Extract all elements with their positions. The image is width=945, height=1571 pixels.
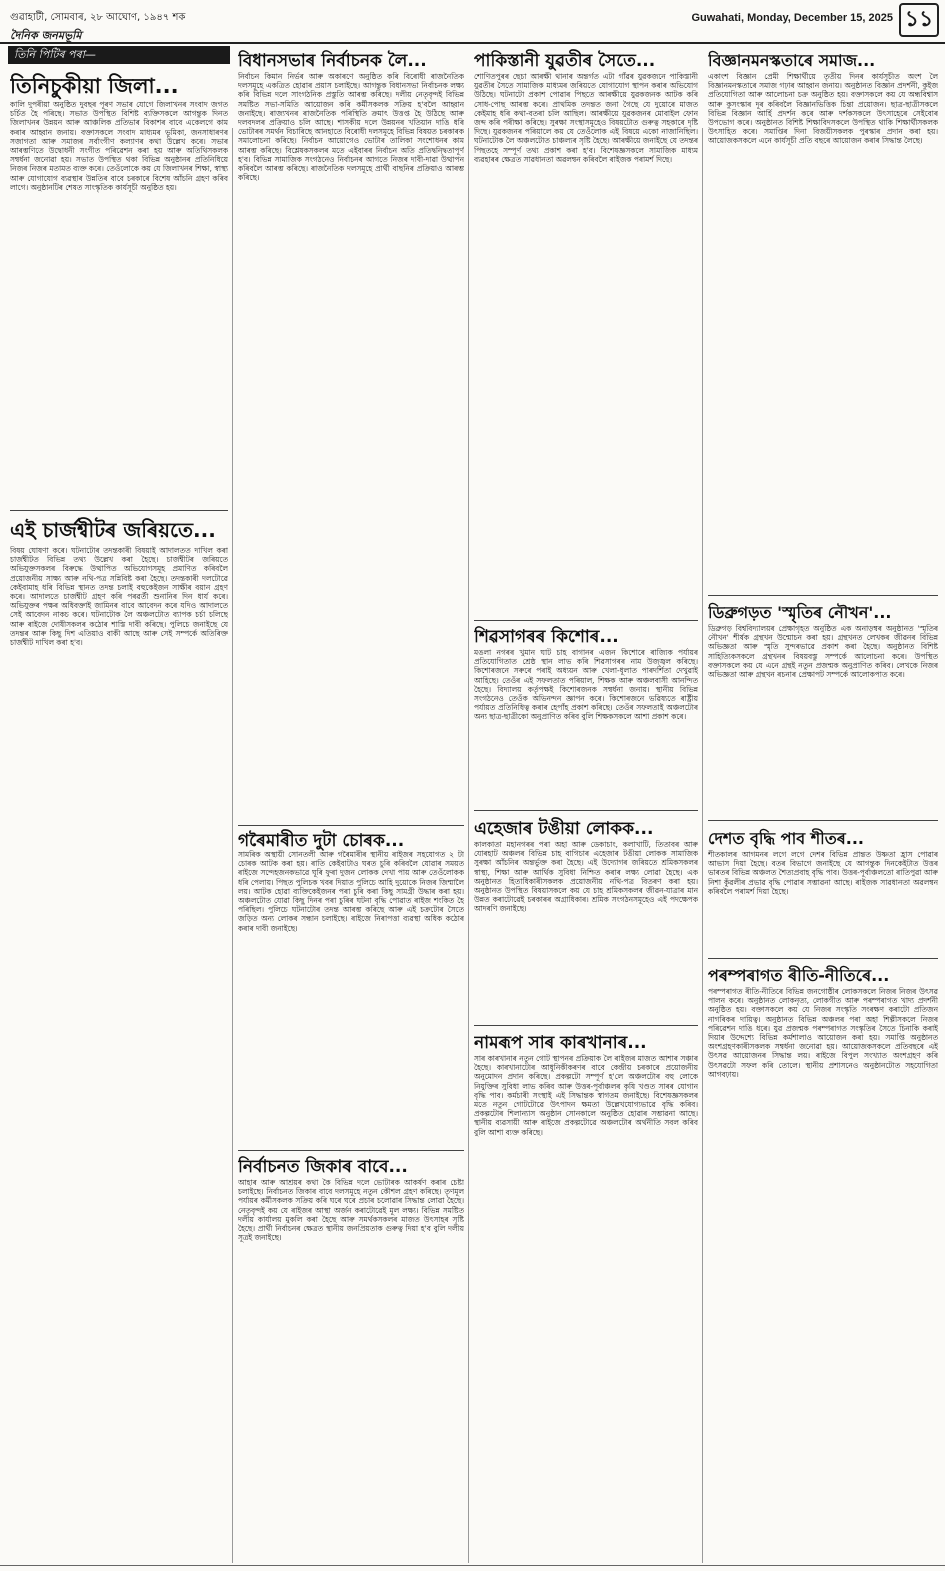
column-divider xyxy=(468,128,469,1563)
article-body: সামৰিক অস্থায়ী সোনতলী আৰু গৰৈমাৰীৰ স্থানীয় ৰাইজৰ সহযোগত ২ টা চোৰক আটক কৰা হয়। ৰাতি কেইবাটাও ঘৰত চুৰি কৰিবলৈ যোৱাৰ সময়ত ৰাইজে সন্দেহজনকভাৱে ঘূৰি ফুৰা দুজন লোকক দেখা পায় আৰু তেওঁলোকক ধৰি পেলায়। পিছত পুলিচক খবৰ দিয়াত পুলিচে আহি দুয়োকে নিজৰ জিম্মালৈ লয়। আটক হোৱা ব্যক্তিকেইজনৰ পৰা চুৰি কৰা কিছু সামগ্ৰী উদ্ধাৰ কৰা হয়। অঞ্চলটোত যোৱা কিছু দিনৰ পৰা চুৰিৰ ঘটনা বৃদ্ধি পোৱাত ৰাইজ শংকিত হৈ পৰিছিল। পুলিচে ঘটনাটোৰ তদন্ত আৰম্ভ কৰিছে আৰু এই চক্ৰটোৰ সৈতে জড়িত অন্য লোকৰ সন্ধান চলাইছে। ৰাইজে নিৰাপত্তা ব্যৱস্থা অধিক কঠোৰ কৰাৰ দাবী জনাইছে। xyxy=(238,850,464,933)
footer-rule xyxy=(0,1565,945,1566)
date-bengali: গুৱাহাটী, সোমবাৰ, ২৮ আঘোণ, ১৯৪৭ শক xyxy=(10,12,186,23)
article-body: কালকাতা মহানগৰৰ পৰা অহা আৰু ডেকাচাং, কলাখাটি, তিতাবৰ আৰু যোৰহাট অঞ্চলৰ বিভিন্ন চাহ বাগিচাৰ এহেজাৰ টঙীয়া লোকক সামাজিক সুৰক্ষা আঁচনিৰ অন্তৰ্ভুক্ত কৰা হৈছে। এই উদ্যোগৰ জৰিয়তে শ্ৰমিকসকলৰ স্বাস্থ্য, শিক্ষা আৰু আৰ্থিক সুবিধা নিশ্চিত কৰাৰ লক্ষ্য লোৱা হৈছে। এক অনুষ্ঠানত হিতাধিকাৰীসকলক প্ৰয়োজনীয় নথি-পত্ৰ বিতৰণ কৰা হয়। অনুষ্ঠানত উপস্থিত বিষয়াসকলে কয় যে চাহ শ্ৰমিকসকলৰ জীৱন-যাত্ৰাৰ মান উন্নত কৰাটোৱেই চৰকাৰৰ অগ্ৰাধিকাৰ। শ্ৰমিক সংগঠনসমূহেও এই পদক্ষেপক আদৰণি জনাইছে। xyxy=(474,840,698,914)
article-body: শোণিতপুৰৰ ছেচা আৰক্ষী থানাৰ অন্তৰ্গত এটা গাঁৱৰ যুৱকজনে পাকিস্তানী যুৱতীৰ সৈতে সামাজিক মাধ্যমৰ জৰিয়তে যোগাযোগ স্থাপন কৰাৰ অভিযোগ উঠিছে। ঘটনাটো প্ৰকাশ পোৱাৰ পিছতে আৰক্ষীয়ে যুৱকজনক আটক কৰি সোধ-পোছ আৰম্ভ কৰে। প্ৰাথমিক তদন্তত জনা গৈছে যে দুয়োৰে মাজত কেইমাহ ধৰি কথা-বতৰা চলি আছিল। আৰক্ষীয়ে যুৱকজনৰ মোবাইল ফোন জব্দ কৰি পৰীক্ষা কৰিছে। সুৰক্ষা সংস্থাসমূহেও বিষয়টোত গুৰুত্ব সহকাৰে দৃষ্টি দিছে। যুৱকজনৰ পৰিয়ালে কয় যে তেওঁলোক এই বিষয়ে একো নাজানিছিল। ঘটনাটোক লৈ অঞ্চলটোত চাঞ্চল্যৰ সৃষ্টি হৈছে। আৰক্ষীয়ে জনাইছে যে তদন্তৰ পিছতহে সম্পূৰ্ণ তথ্য প্ৰকাশ কৰা হ'ব। বিশেষজ্ঞসকলে সামাজিক মাধ্যম ব্যৱহাৰৰ ক্ষেত্ৰত সাৱধানতা অৱলম্বন কৰিবলৈ ৰাইজক পৰামৰ্শ দিছে। xyxy=(474,72,698,164)
article-headline: পাকিস্তানী যুৱতীৰ সৈতে... xyxy=(474,51,656,71)
article-headline: বিজ্ঞানমনস্কতাৰে সমাজ... xyxy=(708,51,876,70)
article-body: বিষয় ঘোষণা কৰে। ঘটনাটোৰ তদন্তকাৰী বিষয়াই আদালতত দাখিল কৰা চাৰ্জশ্বীটত বিভিন্ন তথ্য উল্লেখ কৰা হৈছে। চাৰ্জশ্বীটৰ জৰিয়তে অভিযুক্তসকলৰ বিৰুদ্ধে উত্থাপিত অভিযোগসমূহ প্ৰমাণিত কৰিবলৈ প্ৰয়োজনীয় সাক্ষ্য আৰু নথি-পত্ৰ সন্নিবিষ্ট কৰা হৈছে। তদন্তকাৰী দলটোৱে কেইবামাহ ধৰি বিভিন্ন স্থানত তদন্ত চলাই বহুকেইজন সাক্ষীৰ বয়ান গ্ৰহণ কৰে। আদালতে চাৰ্জশ্বীট গ্ৰহণ কৰি পৰৱৰ্তী শুনানিৰ দিন ধাৰ্য কৰে। অভিযুক্তৰ পক্ষৰ অধিবক্তাই জামিনৰ বাবে আবেদন কৰে যদিও আদালতে সেই আবেদন নাকচ কৰে। ঘটনাটোক লৈ অঞ্চলটোত ব্যাপক চৰ্চা চলিছে আৰু ৰাইজে দোষীসকলৰ কঠোৰ শাস্তি দাবী কৰিছে। পুলিচে জনাইছে যে তদন্তৰ আৰু কিছু দিশ এতিয়াও বাকী আছে আৰু সেই সম্পৰ্কে অতিৰিক্ত চাৰ্জশ্বীট দাখিল কৰা হ'ব। xyxy=(10,546,228,648)
article-body: মঙলা নগৰৰ খুমান ঘাট চাহ বাগানৰ এজন কিশোৰে ৰাজ্যিক পৰ্যায়ৰ প্ৰতিযোগিতাত শ্ৰেষ্ঠ স্থান লাভ কৰি শিৱসাগৰৰ নাম উজ্জ্বল কৰিছে। কিশোৰজনে সৰুৰে পৰাই অধ্যয়ন আৰু খেলা-ধূলাত পাৰদৰ্শিতা দেখুৱাই আহিছে। তেওঁৰ এই সফলতাত পৰিয়াল, শিক্ষক আৰু অঞ্চলবাসী আনন্দিত হৈছে। বিদ্যালয় কৰ্তৃপক্ষই কিশোৰজনক সম্বৰ্ধনা জনায়। স্থানীয় বিভিন্ন সংগঠনেও তেওঁক অভিনন্দন জ্ঞাপন কৰে। কিশোৰজনে ভৱিষ্যতে ৰাষ্ট্ৰীয় পৰ্যায়ত প্ৰতিনিধিত্ব কৰাৰ হেপাঁহ প্ৰকাশ কৰিছে। তেওঁৰ সফলতাই অঞ্চলটোৰ অন্য ছাত্ৰ-ছাত্ৰীকো অনুপ্ৰাণিত কৰিব বুলি শিক্ষকসকলে আশা প্ৰকাশ কৰে। xyxy=(474,648,698,722)
article-headline: শিৱসাগৰৰ কিশোৰ... xyxy=(474,627,619,647)
section-tag: তিনি পিটিৰ পৰা— xyxy=(8,46,230,64)
article-headline: দেশত বৃদ্ধি পাব শীতৰ... xyxy=(708,829,864,848)
article-body: শীতকালৰ আগমনৰ লগে লগে দেশৰ বিভিন্ন প্ৰান্তত উষ্ণতা হ্ৰাস পোৱাৰ আভাস দিয়া হৈছে। বতৰ বিভাগে জনাইছে যে আগন্তুক দিনকেইটাত উত্তৰ ভাৰতৰ বিভিন্ন অঞ্চলত শৈত্যপ্ৰবাহ বৃদ্ধি পাব। উত্তৰ-পূৰ্বাঞ্চলতো ৰাতিপুৱা আৰু নিশা কুঁৱলীৰ প্ৰভাৱ বৃদ্ধি পোৱাৰ সম্ভাৱনা আছে। ৰাইজক সাৱধানতা অৱলম্বন কৰিবলৈ পৰামৰ্শ দিয়া হৈছে। xyxy=(708,850,938,896)
article-headline: তিনিচুকীয়া জিলা... xyxy=(10,74,179,98)
article-headline: ডিব্ৰুগড়ত 'স্মৃতিৰ নৌখন'... xyxy=(708,603,892,622)
article-headline: গৰৈমাৰীত দুটা চোৰক... xyxy=(238,831,405,851)
article-headline: পৰম্পৰাগত ৰীতি-নীতিৰে... xyxy=(708,966,890,985)
column-divider xyxy=(232,128,233,1563)
article-body: পৰম্পৰাগত ৰীতি-নীতিৰে বিভিন্ন জনগোষ্ঠীৰ লোকসকলে নিজৰ নিজৰ উৎসৱ পালন কৰে। অনুষ্ঠানত লোকনৃত্য, লোকগীত আৰু পৰম্পৰাগত খাদ্য প্ৰদৰ্শনী অনুষ্ঠিত হয়। বক্তাসকলে কয় যে নিজৰ সংস্কৃতি সংৰক্ষণ কৰাটো প্ৰতিজন নাগৰিকৰ দায়িত্ব। অনুষ্ঠানত বিভিন্ন অঞ্চলৰ পৰা অহা শিল্পীসকলে নিজৰ পৰিৱেশন দাঙি ধৰে। যুৱ প্ৰজন্মক পৰম্পৰাগত সংস্কৃতিৰ সৈতে চিনাকি কৰাই দিয়াৰ উদ্দেশ্যে বিভিন্ন কৰ্মশালাও আয়োজন কৰা হয়। সমাপ্তি অনুষ্ঠানত অংশগ্ৰহণকাৰীসকলক সম্বৰ্ধনা জনোৱা হয়। আয়োজকসকলে প্ৰতিবছৰে এই উৎসৱ আয়োজনৰ সিদ্ধান্ত লয়। ৰাইজে বিপুল সংখ্যাত অংশগ্ৰহণ কৰি উৎসৱটো সফল কৰি তোলে। স্থানীয় প্ৰশাসনেও অনুষ্ঠানটোত সহযোগিতা আগবঢ়ায়। xyxy=(708,987,938,1079)
article-headline: নামৰূপ সাৰ কাৰখানাৰ... xyxy=(474,1033,647,1053)
article-headline: বিধানসভাৰ নিৰ্বাচনক লৈ... xyxy=(238,51,427,71)
article-body: নিৰ্বাচন কিমান নিৰ্ভৰ আৰু অকাৰণে অনুষ্ঠিত কৰি বিৰোধী ৰাজনৈতিক দলসমূহে একত্ৰিত হোৱাৰ প্ৰয়াস চলাইছে। আগন্তুক বিধানসভা নিৰ্বাচনক লক্ষ্য কৰি বিভিন্ন দলে সাংগঠনিক প্ৰস্তুতি আৰম্ভ কৰিছে। দলীয় নেতৃবৃন্দই বিভিন্ন সমষ্টিত সভা-সমিতি আয়োজন কৰি কৰ্মীসকলক সক্ৰিয় হ'বলৈ আহ্বান জনাইছে। ৰাজ্যখনৰ ৰাজনৈতিক পৰিস্থিতি ক্ৰমাৎ উত্তপ্ত হৈ উঠিছে আৰু দলবদলৰ প্ৰক্ৰিয়াও চলি আছে। শাসকীয় দলে উন্নয়নৰ খতিয়ান দাঙি ধৰি ভোটাৰৰ সমৰ্থন বিচাৰিছে আনহাতে বিৰোধী দলসমূহে বিভিন্ন বিষয়ত চৰকাৰক সমালোচনা কৰিছে। নিৰ্বাচন আয়োগেও ভোটাৰ তালিকা সংশোধনৰ কাম আৰম্ভ কৰিছে। বিশ্লেষকসকলৰ মতে এইবাৰৰ নিৰ্বাচন অতি প্ৰতিদ্বন্দ্বিতাপূৰ্ণ হ'ব। বিভিন্ন সামাজিক সংগঠনেও নিৰ্বাচনৰ আগতে নিজৰ দাবী-দাৱা উত্থাপন কৰিবলৈ আৰম্ভ কৰিছে। ৰাজনৈতিক দলসমূহে প্ৰাৰ্থী বাছনিৰ প্ৰক্ৰিয়াও আৰম্ভ কৰিছে। xyxy=(238,72,464,183)
article-body: সাৰ কাৰখানাৰ নতুন গোট স্থাপনৰ প্ৰক্ৰিয়াক লৈ ৰাইজৰ মাজত আশাৰ সঞ্চাৰ হৈছে। কাৰখানাটোৰ আধুনিকীকৰণৰ বাবে কেন্দ্ৰীয় চৰকাৰে প্ৰয়োজনীয় অনুমোদন প্ৰদান কৰিছে। প্ৰকল্পটো সম্পূৰ্ণ হ'লে অঞ্চলটোৰ বহু লোকে নিযুক্তিৰ সুবিধা লাভ কৰিব আৰু উত্তৰ-পূৰ্বাঞ্চলৰ কৃষি খণ্ডত সাৰৰ যোগান বৃদ্ধি পাব। কৰ্মচাৰী সংস্থাই এই সিদ্ধান্তক স্বাগতম জনাইছে। বিশেষজ্ঞসকলৰ মতে নতুন গোটটোৱে উৎপাদন ক্ষমতা উল্লেখযোগ্যভাৱে বৃদ্ধি কৰিব। প্ৰকল্পটোৰ শিলান্যাস অনুষ্ঠান সোনকালে অনুষ্ঠিত হোৱাৰ সম্ভাৱনা আছে। স্থানীয় ব্যৱসায়ী আৰু ৰাইজে প্ৰকল্পটোৱে অঞ্চলটোৰ অৰ্থনীতি সবল কৰিব বুলি আশা ব্যক্ত কৰিছে। xyxy=(474,1054,698,1137)
article-headline: নিৰ্বাচনত জিকাৰ বাবে... xyxy=(238,1157,408,1177)
date-english: Guwahati, Monday, December 15, 2025 xyxy=(691,12,893,24)
masthead xyxy=(0,0,945,44)
article-body: আহাৰ আৰু আশ্ৰয়ৰ কথা কৈ বিভিন্ন দলে ভোটাৰক আকৰ্ষণ কৰাৰ চেষ্টা চলাইছে। নিৰ্বাচনত জিকাৰ বাবে দলসমূহে নতুন কৌশল গ্ৰহণ কৰিছে। তৃণমূল পৰ্যায়ৰ কৰ্মীসকলক সক্ৰিয় কৰি ঘৰে ঘৰে প্ৰচাৰ চলোৱাৰ সিদ্ধান্ত লোৱা হৈছে। নেতৃবৃন্দই কয় যে ৰাইজৰ আস্থা অৰ্জন কৰাটোৱেই মূল লক্ষ্য। বিভিন্ন সমষ্টিত দলীয় কাৰ্যালয় মুকলি কৰা হৈছে আৰু সমৰ্থকসকলৰ মাজত উৎসাহৰ সৃষ্টি হৈছে। প্ৰাৰ্থী নিৰ্বাচনৰ ক্ষেত্ৰত স্থানীয় জনপ্ৰিয়তাক গুৰুত্ব দিয়া হ'ব বুলি দলীয় সূত্ৰই জনাইছে। xyxy=(238,1178,464,1243)
article-body: ডিব্ৰুগড় বিশ্ববিদ্যালয়ৰ প্ৰেক্ষাগৃহত অনুষ্ঠিত এক অনাড়ম্বৰ অনুষ্ঠানত 'স্মৃতিৰ নৌখন' শীৰ্ষক গ্ৰন্থখন উন্মোচন কৰা হয়। গ্ৰন্থখনত লেখকৰ জীৱনৰ বিভিন্ন অভিজ্ঞতা আৰু স্মৃতি সুন্দৰভাৱে প্ৰকাশ কৰা হৈছে। অনুষ্ঠানত বিশিষ্ট সাহিত্যিকসকলে গ্ৰন্থখনৰ বিষয়বস্তু সম্পৰ্কে আলোচনা কৰে। উপস্থিত বক্তাসকলে কয় যে এনে গ্ৰন্থই নতুন প্ৰজন্মক অনুপ্ৰাণিত কৰিব। লেখকে নিজৰ অভিজ্ঞতা আৰু গ্ৰন্থখন ৰচনাৰ প্ৰেক্ষাপট সম্পৰ্কে আলোকপাত কৰে। xyxy=(708,624,938,680)
page-number: ১১ xyxy=(899,3,939,37)
article-body: একাংশ বিজ্ঞান প্ৰেমী শিক্ষাৰ্থীয়ে তৃতীয় দিনৰ কাৰ্যসূচীত অংশ লৈ বিজ্ঞানমনস্কতাৰে সমাজ গঢ়াৰ আহ্বান জনায়। অনুষ্ঠানত বিজ্ঞান প্ৰদৰ্শনী, কুইজ প্ৰতিযোগিতা আৰু আলোচনা চক্ৰ অনুষ্ঠিত হয়। বক্তাসকলে কয় যে অন্ধবিশ্বাস আৰু কুসংস্কাৰ দূৰ কৰিবলৈ বিজ্ঞানভিত্তিক চিন্তা প্ৰয়োজন। ছাত্ৰ-ছাত্ৰীসকলে বিভিন্ন বিজ্ঞান আৰ্হি প্ৰদৰ্শন কৰে আৰু দৰ্শকসকলে উৎসাহেৰে সেইবোৰ উপভোগ কৰে। অনুষ্ঠানত বিশিষ্ট শিক্ষাবিদসকলে উপস্থিত থাকি শিক্ষাৰ্থীসকলক উৎসাহিত কৰে। সমাপ্তিৰ দিনা বিজয়ীসকলক পুৰস্কাৰ প্ৰদান কৰা হয়। আয়োজকসকলে এনে কাৰ্যসূচী প্ৰতি বছৰে আয়োজন কৰাৰ সিদ্ধান্ত লৈছে। xyxy=(708,72,938,146)
article-headline: এহেজাৰ টঙীয়া লোকক... xyxy=(474,819,654,839)
column-divider xyxy=(702,128,703,1563)
paper-name: দৈনিক জনমভূমি xyxy=(10,29,82,42)
article-body: কালি দুপৰীয়া অনুষ্ঠিত দুবছৰ পূৰণ সভাৰ যোগে জিলাখনৰ সংবাদ জগত চৰ্চিত হৈ পৰিছে। সভাত উপস্থিত বিশিষ্ট ব্যক্তিসকলে আগন্তুক দিনত জিলাখনৰ উন্নয়ন আৰু আঞ্চলিক প্ৰতিভাৰ বিকাশৰ বাবে একেলগে কাম কৰাৰ আহ্বান জনায়। বক্তাসকলে সংবাদ মাধ্যমৰ ভূমিকা, জনসাধাৰণৰ সজাগতা আৰু সমাজৰ সৰ্বাংগীণ কল্যাণৰ কথা উল্লেখ কৰে। সভাৰ আৰম্ভণিতে উদ্বোধনী সংগীত পৰিৱেশন কৰা হয় আৰু অতিথিসকলক সম্বৰ্ধনা জনোৱা হয়। সভাত উপস্থিত থকা বিভিন্ন অনুষ্ঠানৰ প্ৰতিনিধিয়ে নিজৰ নিজৰ মতামত ব্যক্ত কৰে। তেওঁলোকে কয় যে জিলাখনৰ শিক্ষা, স্বাস্থ্য আৰু যোগাযোগ ব্যৱস্থাৰ উন্নতিৰ বাবে চৰকাৰে বিশেষ আঁচনি গ্ৰহণ কৰিব লাগে। অনুষ্ঠানটিৰ শেষত সাংস্কৃতিক কাৰ্যসূচী অনুষ্ঠিত হয়। xyxy=(10,100,228,192)
article-headline: এই চাৰ্জশ্বীটৰ জৰিয়তে... xyxy=(10,518,216,542)
